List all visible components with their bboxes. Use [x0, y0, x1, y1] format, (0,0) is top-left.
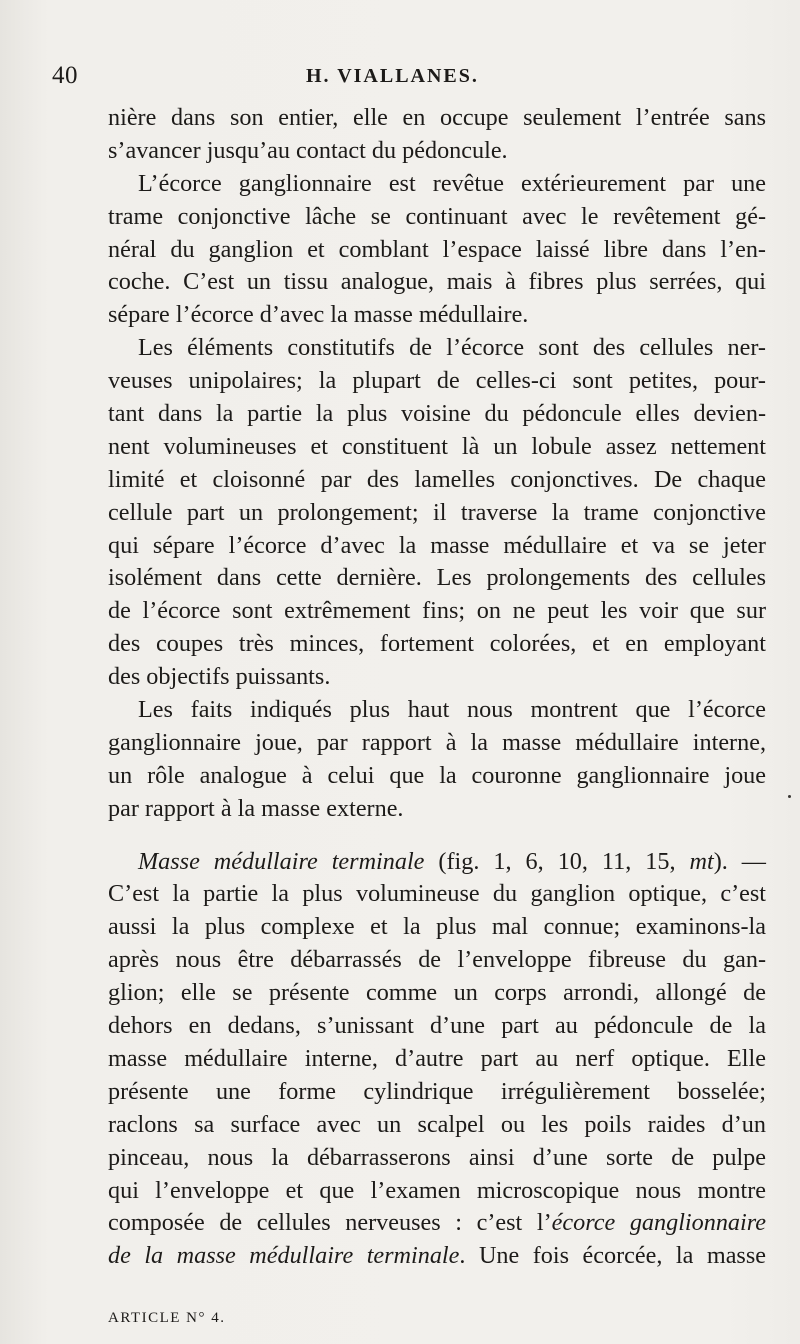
italic-term: de la masse médullaire terminale: [108, 1242, 460, 1270]
text-line: limité et cloisonné par des lamelles conjonctives. De chaque: [108, 465, 766, 493]
text-line: [108, 1240, 766, 1273]
text-line: [108, 1207, 766, 1240]
text-line: masse médullaire interne, d’autre part au nerf optique. Elle: [108, 1044, 766, 1072]
paragraph-gap: [108, 826, 766, 846]
text-line: néral du ganglion et comblant l’espace laissé libre dans l’en-: [108, 235, 766, 263]
text-line: s’avancer jusqu’au contact du pédoncule.: [108, 136, 508, 164]
text-line: coche. C’est un tissu analogue, mais à fibres plus serrées, qui: [108, 268, 766, 296]
ink-speck: [788, 795, 791, 798]
text-line: glion; elle se présente comme un corps arrondi, allongé de: [108, 979, 766, 1007]
italic-term: écorce ganglionnaire: [551, 1209, 766, 1237]
text-line: trame conjonctive lâche se continuant avec le revêtement gé-: [108, 202, 766, 230]
page-header: [52, 62, 792, 96]
text-line: nent volumineuses et constituent là un lobule assez nettement: [108, 432, 766, 460]
text-line: un rôle analogue à celui que la couronne ganglionnaire joue: [108, 761, 766, 789]
text-line: après nous être débarrassés de l’enveloppe fibreuse du gan-: [108, 946, 766, 974]
text-line: isolément dans cette dernière. Les prolongements des cellules: [108, 564, 766, 592]
text-line: aussi la plus complexe et la plus mal connue; examinons-la: [108, 913, 766, 941]
text-line: nière dans son entier, elle en occupe seulement l’entrée sans: [108, 104, 766, 131]
page-number: 40: [52, 62, 78, 89]
text-line: tant dans la partie la plus voisine du pédoncule elles devien-: [108, 400, 766, 428]
text-line: raclons sa surface avec un scalpel ou les poils raides d’un: [108, 1110, 766, 1138]
text-line: des coupes très minces, fortement colorées, et en employant: [108, 630, 766, 658]
text-line: qui l’enveloppe et que l’examen microscopique nous montre: [108, 1176, 766, 1204]
text-line: par rapport à la masse externe.: [108, 794, 404, 822]
body-text: [108, 102, 766, 1273]
text-line: des objectifs puissants.: [108, 663, 331, 691]
text-line: C’est la partie la plus volumineuse du ganglion optique, c’est: [108, 880, 766, 908]
text-line: présente une forme cylindrique irrégulièrement bosselée;: [108, 1077, 766, 1105]
text-line: ganglionnaire joue, par rapport à la masse médullaire interne,: [108, 728, 766, 756]
text-line: Les éléments constitutifs de l’écorce sont des cellules ner-: [138, 334, 766, 362]
figure-reference-label: mt: [689, 847, 714, 875]
section-heading: Masse médullaire terminale: [138, 847, 425, 875]
text-line: sépare l’écorce d’avec la masse médullaire.: [108, 301, 529, 329]
text-line: dehors en dedans, s’unissant d’une part au pédoncule de la: [108, 1012, 766, 1040]
text-fragment: . Une fois écorcée, la masse: [459, 1242, 766, 1270]
page-footer: ARTICLE N° 4.: [108, 1310, 226, 1326]
running-head: H. VIALLANES.: [306, 65, 479, 87]
text-line: cellule part un prolongement; il traverse la trame conjonctive: [108, 498, 766, 526]
heading-dash: ). —: [713, 847, 766, 875]
text-line: L’écorce ganglionnaire est revêtue extérieurement par une: [138, 169, 766, 197]
text-line: Les faits indiqués plus haut nous montrent que l’écorce: [138, 696, 766, 724]
text-line: veuses unipolaires; la plupart de celles-ci sont petites, pour-: [108, 367, 766, 395]
text-line: qui sépare l’écorce d’avec la masse médullaire et va se jeter: [108, 531, 766, 559]
text-line: pinceau, nous la débarrasserons ainsi d’une sorte de pulpe: [108, 1143, 766, 1171]
section-heading-line: [108, 846, 766, 879]
figure-reference: (fig. 1, 6, 10, 11, 15,: [424, 847, 690, 875]
text-line: de l’écorce sont extrêmement fins; on ne peut les voir que sur: [108, 597, 766, 625]
text-fragment: composée de cellules nerveuses : c’est l’: [108, 1209, 552, 1237]
